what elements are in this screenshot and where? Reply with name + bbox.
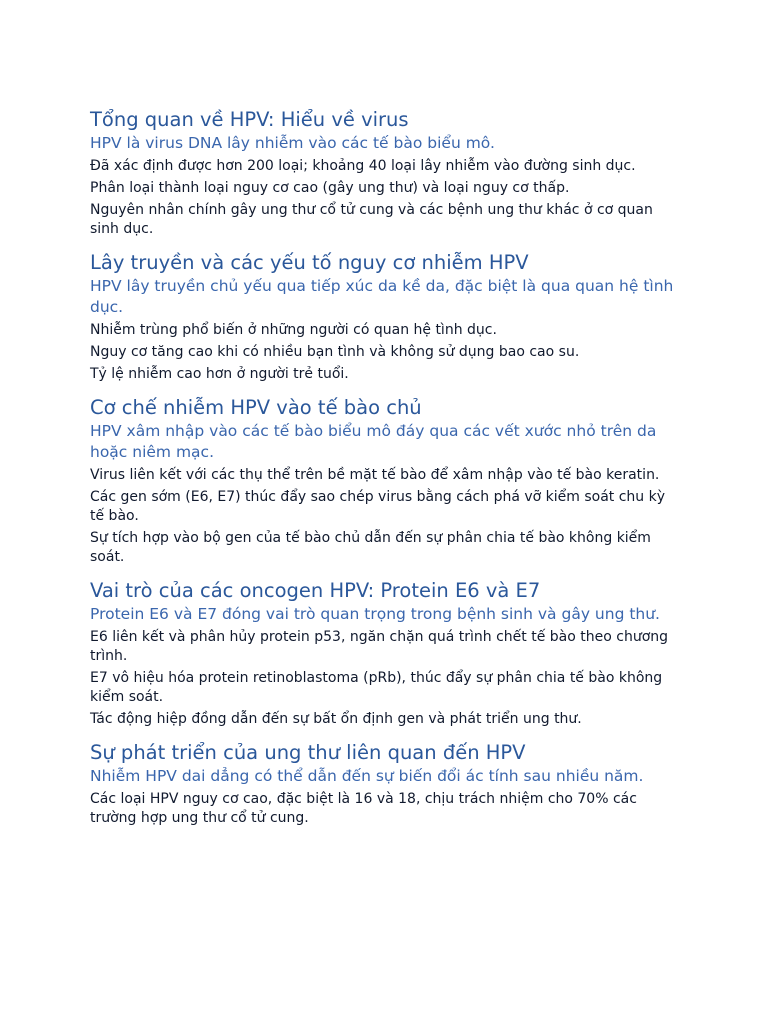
section-lead: Nhiễm HPV dai dẳng có thể dẫn đến sự biến đổi ác tính sau nhiều năm. [90,767,644,785]
bullet-item: Sự tích hợp vào bộ gen của tế bào chủ dẫn đến sự phân chia tế bào không kiểm soát. [90,530,651,565]
section-lead: HPV là virus DNA lây nhiễm vào các tế bào biểu mô. [90,134,495,152]
bullet-item: Các loại HPV nguy cơ cao, đặc biệt là 16 và 18, chịu trách nhiệm cho 70% các trường hợp ung thư cổ tử cung. [90,791,637,826]
bullet-list [90,321,678,384]
bullet-item: Tỷ lệ nhiễm cao hơn ở người trẻ tuổi. [90,366,349,382]
bullet-list [90,628,678,729]
section-title: Tổng quan về HPV: Hiểu về virus [90,108,409,131]
bullet-list [90,466,678,567]
bullet-item: Tác động hiệp đồng dẫn đến sự bất ổn định gen và phát triển ung thư. [90,711,582,727]
section-infection-mechanism [90,395,678,567]
bullet-item: Nhiễm trùng phổ biến ở những người có quan hệ tình dục. [90,322,497,338]
bullet-item: Nguy cơ tăng cao khi có nhiều bạn tình và không sử dụng bao cao su. [90,344,580,360]
section-title: Sự phát triển của ung thư liên quan đến HPV [90,741,526,764]
section-lead: HPV lây truyền chủ yếu qua tiếp xúc da kề da, đặc biệt là qua quan hệ tình dục. [90,277,674,316]
section-title: Lây truyền và các yếu tố nguy cơ nhiễm HPV [90,251,529,274]
bullet-item: Đã xác định được hơn 200 loại; khoảng 40 loại lây nhiễm vào đường sinh dục. [90,158,636,174]
bullet-item: Nguyên nhân chính gây ung thư cổ tử cung và các bệnh ung thư khác ở cơ quan sinh dục. [90,202,653,237]
bullet-item: Virus liên kết với các thụ thể trên bề mặt tế bào để xâm nhập vào tế bào keratin. [90,467,660,483]
bullet-item: Phân loại thành loại nguy cơ cao (gây ung thư) và loại nguy cơ thấp. [90,180,570,196]
section-lead: Protein E6 và E7 đóng vai trò quan trọng trong bệnh sinh và gây ung thư. [90,605,660,623]
section-hpv-overview [90,107,678,239]
bullet-item: E7 vô hiệu hóa protein retinoblastoma (pRb), thúc đẩy sự phân chia tế bào không kiểm soát. [90,670,663,705]
section-lead: HPV xâm nhập vào các tế bào biểu mô đáy qua các vết xước nhỏ trên da hoặc niêm mạc. [90,422,657,461]
section-oncogenes-e6-e7 [90,578,678,729]
bullet-item: E6 liên kết và phân hủy protein p53, ngăn chặn quá trình chết tế bào theo chương trình. [90,629,669,664]
bullet-list [90,157,678,239]
section-cancer-development [90,740,678,828]
section-title: Vai trò của các oncogen HPV: Protein E6 và E7 [90,579,541,602]
bullet-item: Các gen sớm (E6, E7) thúc đẩy sao chép virus bằng cách phá vỡ kiểm soát chu kỳ tế bào. [90,489,666,524]
bullet-list [90,790,678,828]
section-transmission-risk [90,250,678,384]
section-title: Cơ chế nhiễm HPV vào tế bào chủ [90,396,422,419]
